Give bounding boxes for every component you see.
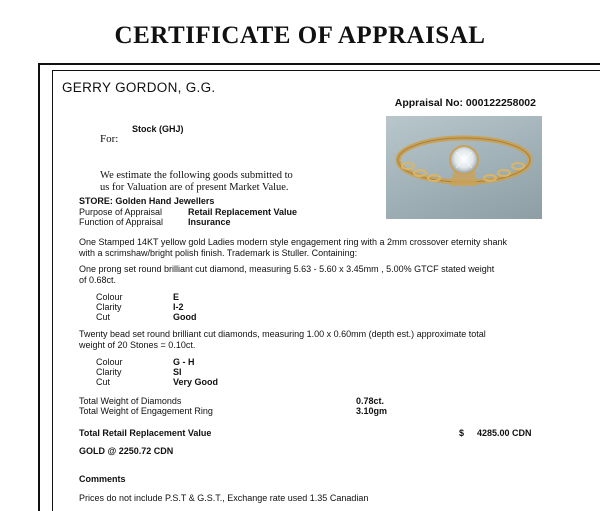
purpose-value: Retail Replacement Value — [188, 207, 298, 217]
comments-text: Prices do not include P.S.T & G.S.T., Exchange rate used 1.35 Canadian — [79, 493, 369, 503]
client-name: Stock (GHJ) — [132, 124, 184, 134]
ring-image — [386, 116, 542, 219]
center-colour-value: E — [173, 292, 180, 302]
frame-top-inner-rule — [52, 70, 600, 71]
bead-cut-label: Cut — [96, 377, 111, 387]
total-diamonds-label: Total Weight of Diamonds — [79, 396, 182, 406]
intro-line-1: We estimate the following goods submitted to — [100, 170, 293, 181]
description-line-2: with a scrimshaw/bright polish finish. Trademark is Stuller. Containing: — [79, 248, 358, 258]
appraiser-name: GERRY GORDON, G.G. — [62, 80, 216, 95]
center-cut-value: Good — [173, 312, 197, 322]
retail-value-amount: 4285.00 CDN — [477, 428, 532, 438]
center-clarity-value: I-2 — [173, 302, 184, 312]
total-ring-value: 3.10gm — [356, 406, 388, 416]
bead-colour-value: G - H — [173, 357, 195, 367]
description-line-1: One Stamped 14KT yellow gold Ladies modern style engagement ring with a 2mm crossover eternity shank — [79, 237, 508, 247]
total-diamonds-value: 0.78ct. — [356, 396, 385, 406]
center-stone-line-2: of 0.68ct. — [79, 275, 117, 285]
bead-clarity-label: Clarity — [96, 367, 122, 377]
appraisal-number: Appraisal No: 000122258002 — [394, 97, 536, 109]
retail-value-label: Total Retail Replacement Value — [79, 428, 212, 438]
center-clarity-label: Clarity — [96, 302, 122, 312]
bead-colour-label: Colour — [96, 357, 123, 367]
comments-heading: Comments — [79, 474, 126, 484]
currency-symbol: $ — [459, 428, 465, 438]
intro-line-2: us for Valuation are of present Market Value. — [100, 182, 289, 193]
function-value: Insurance — [188, 217, 231, 227]
frame-top-rule — [38, 63, 600, 65]
center-colour-label: Colour — [96, 292, 123, 302]
bead-stones-line-2: weight of 20 Stones = 0.10ct. — [79, 340, 196, 350]
center-stone-line-1: One prong set round brilliant cut diamond, measuring 5.63 - 5.60 x 3.45mm , 5.00% GTCF stated weight — [79, 264, 495, 274]
bead-cut-value: Very Good — [173, 377, 219, 387]
ring-photo — [386, 116, 542, 219]
purpose-label: Purpose of Appraisal — [79, 207, 163, 217]
function-label: Function of Appraisal — [79, 217, 164, 227]
total-ring-label: Total Weight of Engagement Ring — [79, 406, 213, 416]
client-for-label: For: — [100, 133, 119, 145]
gold-price: GOLD @ 2250.72 CDN — [79, 446, 174, 456]
bead-stones-line-1: Twenty bead set round brilliant cut diamonds, measuring 1.00 x 0.60mm (depth est.) approximate total — [79, 329, 486, 339]
frame-left-inner-rule — [52, 70, 53, 511]
page-title: CERTIFICATE OF APPRAISAL — [114, 22, 486, 49]
store-name: STORE: Golden Hand Jewellers — [79, 196, 215, 206]
bead-clarity-value: SI — [173, 367, 182, 377]
center-cut-label: Cut — [96, 312, 111, 322]
frame-left-outer-rule — [38, 63, 40, 511]
